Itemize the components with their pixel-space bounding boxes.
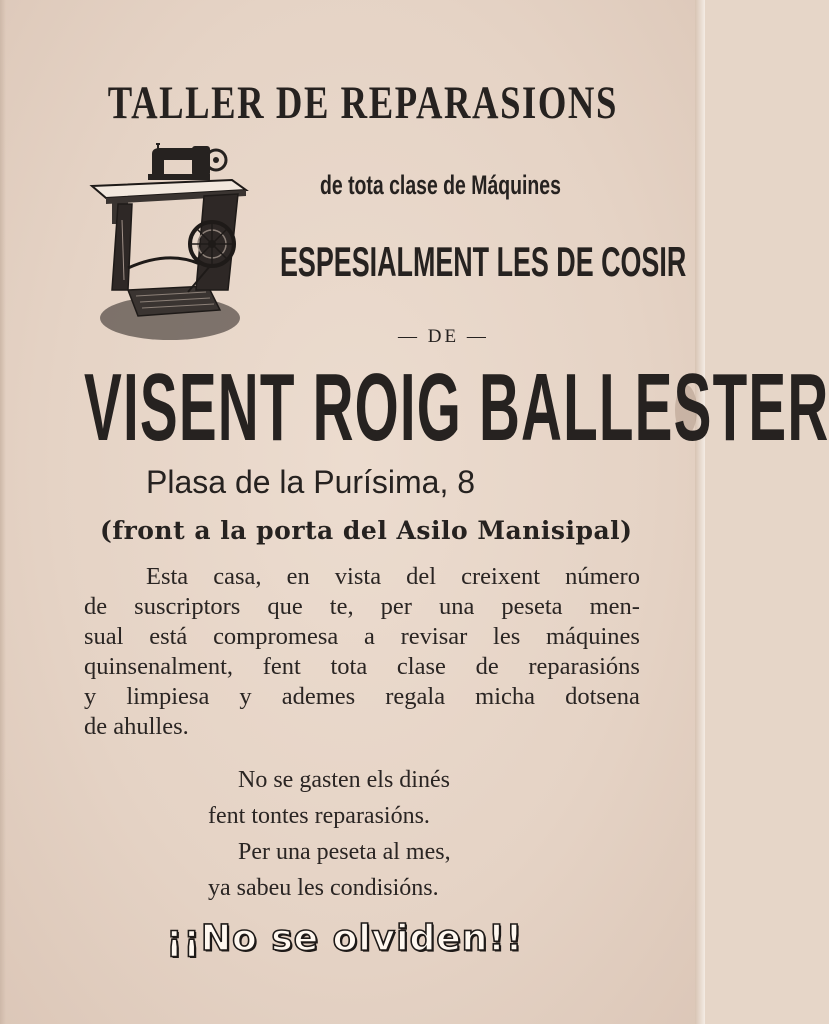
body-line: sual está compromesa a revisar les máquines (84, 623, 640, 650)
poem-line: ya sabeu les condisións. (208, 875, 439, 901)
de-separator: — DE — (398, 326, 489, 347)
body-paragraph (84, 562, 640, 742)
location-note: (front a la porta del Asilo Manisipal) (100, 516, 633, 545)
machines-line: de tota clase de Máquines (320, 170, 561, 200)
owner-name: VISENT ROIG BALLESTER (84, 354, 829, 461)
page-edge-right (695, 0, 705, 1024)
closing-slogan: ¡¡No se olviden!! (166, 918, 524, 959)
address: Plasa de la Purísima, 8 (146, 464, 476, 500)
poem (208, 762, 451, 906)
page-edge-left (0, 0, 6, 1024)
poem-line: fent tontes reparasións. (208, 803, 430, 829)
body-line: Esta casa, en vista del creixent número (146, 563, 640, 590)
body-line: de suscriptors que te, per una peseta men- (84, 593, 640, 620)
body-line: quinsenalment, fent tota clase de reparasións (84, 653, 640, 680)
body-line: y limpiesa y ademes regala micha dotsena (84, 683, 640, 710)
body-line: de ahulles. (84, 713, 189, 740)
poem-line: Per una peseta al mes, (238, 839, 451, 865)
sewing-machine-illustration (88, 140, 253, 345)
poem-line: No se gasten els dinés (238, 767, 450, 793)
page-title: TALLER DE REPARASIONS (107, 77, 618, 129)
specialty-line: ESPESIALMENT LES DE COSIR (280, 238, 687, 285)
